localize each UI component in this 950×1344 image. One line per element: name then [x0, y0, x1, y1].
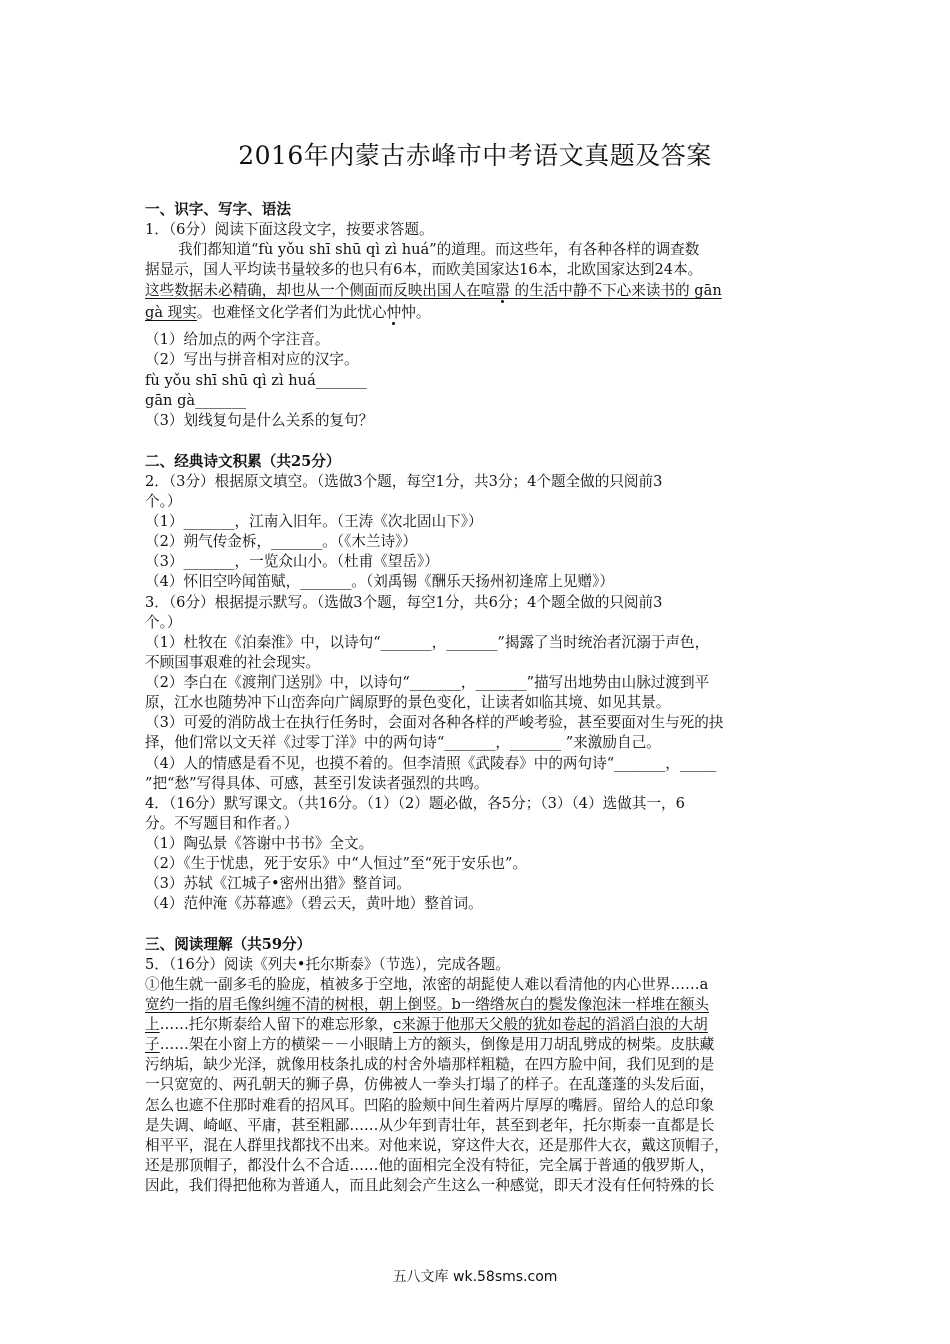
pinyin-blank: fù yǒu shī shū qì zì huá_______	[145, 372, 367, 389]
fill-in-line: （4）人的情感是看不见，也摸不着的。但李清照《武陵春》中的两句诗“_______，_____	[145, 755, 717, 772]
question-4-heading: 分。不写题目和作者。）	[145, 815, 299, 832]
underlined-sentence: gà 现实	[145, 304, 197, 321]
reading-passage-line: 怎么也遮不住那时难看的招风耳。凹陷的脸颊中间生着两片厚厚的嘴唇。留给人的总印象	[145, 1097, 715, 1114]
fill-in-line: （1）_______，江南入旧年。（王涛《次北固山下》）	[145, 513, 483, 530]
question-1-paragraph-line: 我们都知道“fù yǒu shī shū qì zì huá”的道理。而这些年，有各种各样的调查数	[178, 241, 700, 258]
fill-in-line: （4）怀旧空吟闻笛赋，_______。（刘禹锡《酬乐天扬州初逢席上见赠》）	[145, 573, 614, 590]
fill-in-line: （2）李白在《渡荆门送别》中，以诗句“_______，_______”描写出地势由山脉过渡到平	[145, 674, 710, 691]
section-heading-1: 一、识字、写字、语法	[145, 201, 291, 218]
fill-in-line: ”把“愁”写得具体、可感，甚至引发读者强烈的共鸣。	[145, 775, 489, 792]
question-3-heading: 个。）	[145, 614, 182, 631]
question-5-heading: 5．（16分）阅读《列夫•托尔斯泰》（节选），完成各题。	[145, 956, 510, 973]
recitation-item: （4）范仲淹《苏幕遮》（碧云天，黄叶地）整首词。	[145, 895, 483, 912]
pinyin-blank: gān gà_______	[145, 392, 247, 409]
question-1-paragraph-line: gà 现实。也难怪文化学者们为此忧心忡忡。	[145, 304, 431, 321]
recitation-item: （3）苏轼《江城子•密州出猎》整首词。	[145, 875, 411, 892]
question-1-paragraph-line: 据显示，国人平均读书量较多的也只有6本，而欧美国家达16本，北欧国家达到24本。	[145, 261, 703, 278]
reading-passage-line: 因此，我们得把他称为普通人，而且此刻会产生这么一种感觉，即天才没有任何特殊的长	[145, 1177, 715, 1194]
recitation-item: （1）陶弘景《答谢中书书》全文。	[145, 835, 374, 852]
fill-in-line: 择，他们常以文天祥《过零丁洋》中的两句诗“_______，_______ ”来激励自己。	[145, 734, 661, 751]
fill-in-line: （3）可爱的消防战士在执行任务时，会面对各种各样的严峻考验，甚至要面对生与死的抉	[145, 714, 724, 731]
reading-passage-line: 还是那顶帽子，都没什么不合适……他的面相完全没有特征，完全属于普通的俄罗斯人，	[145, 1157, 715, 1174]
reading-passage-line: 上……托尔斯泰给人留下的难忘形象，c来源于他那天父般的犹如卷起的滔滔白浪的大胡	[145, 1016, 708, 1033]
fill-in-line: （3）_______，一览众山小。（杜甫《望岳》）	[145, 553, 439, 570]
reading-passage-line: 一只宽宽的、两孔朝天的狮子鼻，仿佛被人一拳头打塌了的样子。在乱蓬蓬的头发后面，	[145, 1076, 715, 1093]
question-1-paragraph-line	[145, 281, 722, 301]
reading-passage-line: 污纳垢，缺少光泽，就像用枝条扎成的村舍外墙那样粗糙，在四方脸中间，我们见到的是	[145, 1056, 715, 1073]
reading-passage-line: 相平平，混在人群里找都找不出来。对他来说，穿这件大衣，还是那件大衣，戴这顶帽子，	[145, 1137, 729, 1154]
section-heading-2: 二、经典诗文积累（共25分）	[145, 453, 341, 470]
sub-question: （3）划线复句是什么关系的复句？	[145, 412, 374, 429]
question-3-heading: 3．（6分）根据提示默写。（选做3个题，每空1分，共6分；4个题全做的只阅前3	[145, 594, 663, 611]
fill-in-line: （1）杜牧在《泊秦淮》中，以诗句“_______，_______”揭露了当时统治者沉溺于声色，	[145, 634, 710, 651]
page-footer: 五八文库 wk.58sms.com	[392, 1269, 558, 1285]
fill-in-line: （2）朔气传金柝，_______。（《木兰诗》）	[145, 533, 417, 550]
recitation-item: （2）《生于忧患，死于安乐》中“人恒过”至“死于安乐也”。	[145, 855, 528, 872]
reading-passage-line: 是失调、崎岖、平庸，甚至粗鄙……从少年到青壮年，甚至到老年，托尔斯泰一直都是长	[145, 1117, 715, 1134]
question-4-heading: 4．（16分）默写课文。（共16分。（1）（2）题必做，各5分；（3）（4）选做其一，6	[145, 795, 685, 812]
sub-question: （1）给加点的两个字注音。	[145, 331, 330, 348]
sub-question: （2）写出与拼音相对应的汉字。	[145, 351, 359, 368]
fill-in-line: 原，江水也随势冲下山峦奔向广阔原野的景色变化，让读者如临其境、如见其景。	[145, 694, 671, 711]
underlined-sentence: 这些数据未必精确，却也从一个侧面而反映出国人在喧嚣 的生活中静不下心来读书的 gān	[145, 282, 722, 299]
dotted-character: 嚣	[495, 282, 510, 299]
page-title: 2016年内蒙古赤峰市中考语文真题及答案	[238, 141, 712, 170]
dotted-character: 忡	[386, 304, 402, 321]
reading-passage-line: ①他生就一副多毛的脸庞，植被多于空地，浓密的胡髭使人难以看清他的内心世界……a	[145, 976, 709, 993]
fill-in-line: 不顾国事艰难的社会现实。	[145, 654, 321, 671]
section-heading-3: 三、阅读理解（共59分）	[145, 936, 312, 953]
reading-passage-line: 子……架在小窗上方的横梁－－小眼睛上方的额头，倒像是用刀胡乱劈成的树柴。皮肤藏	[145, 1036, 715, 1053]
reading-passage-line: 宽约一指的眉毛像纠缠不清的树根，朝上倒竖。b一绺绺灰白的鬓发像泡沫一样堆在额头	[145, 996, 709, 1013]
question-2-heading: 2．（3分）根据原文填空。（选做3个题，每空1分，共3分；4个题全做的只阅前3	[145, 473, 663, 490]
question-2-heading: 个。）	[145, 493, 182, 510]
question-1-heading: 1．（6分）阅读下面这段文字，按要求答题。	[145, 221, 434, 238]
